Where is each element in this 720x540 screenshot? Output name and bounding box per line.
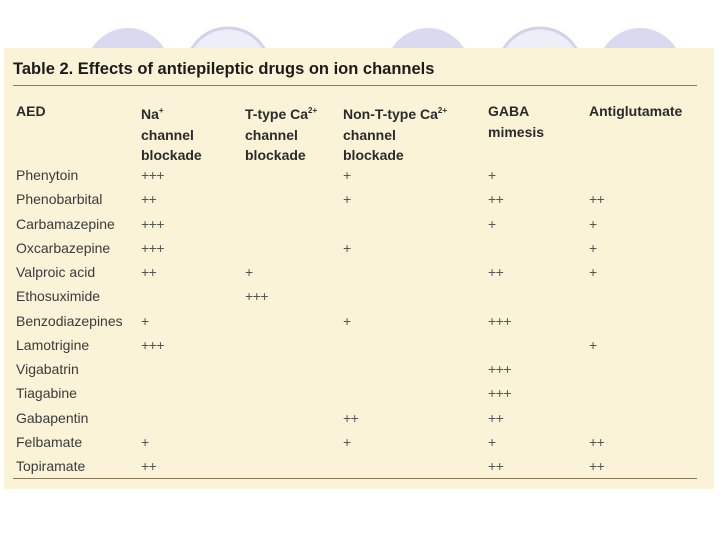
- table-row: [0, 383, 720, 407]
- column-header-line: Antiglutamate: [589, 103, 683, 119]
- effect-cell: ++: [589, 458, 605, 474]
- column-header-line: blockade: [343, 147, 404, 163]
- charge-superscript: +: [158, 106, 164, 115]
- effect-cell: +: [343, 191, 351, 208]
- column-header-line: blockade: [141, 147, 202, 163]
- drug-name: Phenobarbital: [16, 191, 103, 208]
- bottom-rule: [13, 478, 697, 479]
- column-header: [245, 101, 317, 166]
- column-header-line: GABA: [488, 103, 530, 119]
- effect-cell: +: [488, 433, 496, 450]
- effect-cell: +++: [141, 239, 165, 256]
- table-row: [0, 165, 720, 189]
- column-header: [16, 101, 46, 122]
- table-row: [0, 286, 720, 310]
- effect-cell: ++: [488, 191, 504, 208]
- effect-cell: +: [245, 264, 253, 280]
- column-header-line: AED: [16, 103, 46, 119]
- drug-name: Benzodiazepines: [16, 312, 123, 329]
- effect-cell: +++: [141, 336, 165, 353]
- column-header: [141, 101, 202, 166]
- effect-cell: ++: [488, 409, 504, 426]
- column-header-line: channel: [141, 126, 194, 143]
- effect-cell: +++: [488, 361, 512, 377]
- column-header-line: blockade: [245, 147, 306, 163]
- column-header: [589, 101, 682, 122]
- effect-cell: ++: [488, 458, 504, 474]
- effect-cell: +: [589, 264, 597, 280]
- effect-cell: +: [589, 336, 597, 353]
- effect-cell: ++: [141, 264, 157, 280]
- effect-cell: +: [488, 167, 496, 183]
- effect-cell: +++: [488, 385, 512, 402]
- drug-name: Lamotrigine: [16, 336, 90, 353]
- drug-name: Valproic acid: [16, 264, 96, 280]
- drug-name: Vigabatrin: [16, 361, 79, 377]
- table-row: [0, 262, 720, 286]
- top-rule: [13, 85, 697, 86]
- effect-cell: +: [343, 239, 351, 256]
- drug-name: Felbamate: [16, 433, 83, 450]
- table-row: [0, 408, 720, 432]
- effect-cell: +: [589, 239, 597, 256]
- table-row: [0, 214, 720, 238]
- effect-cell: ++: [141, 458, 157, 474]
- effect-cell: +: [343, 167, 351, 183]
- table-title: Table 2. Effects of antiepileptic drugs on ion channels: [13, 60, 435, 78]
- table-row: [0, 456, 720, 480]
- charge-superscript: 2+: [308, 106, 318, 115]
- column-header-line: Non-T-type $Ca^{2+}$: [343, 106, 448, 122]
- effect-cell: +: [343, 433, 351, 450]
- column-header: [488, 101, 544, 142]
- table-row: [0, 238, 720, 262]
- column-header-line: T-type $Ca^{2+}$: [245, 106, 318, 122]
- column-header-line: channel: [343, 126, 396, 143]
- table-row: [0, 335, 720, 359]
- effect-cell: ++: [141, 191, 157, 208]
- effect-cell: +++: [488, 312, 512, 329]
- table-row: [0, 432, 720, 456]
- effect-cell: ++: [343, 409, 359, 426]
- charge-superscript: 2+: [437, 106, 448, 115]
- effect-cell: +: [141, 433, 149, 450]
- table-row: [0, 311, 720, 335]
- effect-cell: ++: [589, 433, 605, 450]
- effect-cell: +++: [141, 167, 165, 183]
- drug-name: Carbamazepine: [16, 215, 115, 232]
- column-header-line: Na+: [141, 106, 164, 122]
- table-row: [0, 189, 720, 213]
- effect-cell: +: [141, 312, 149, 329]
- effect-cell: +++: [245, 288, 269, 305]
- drug-name: Gabapentin: [16, 409, 89, 426]
- effect-cell: +: [343, 312, 351, 329]
- table-row: [0, 359, 720, 383]
- effect-cell: ++: [589, 191, 605, 208]
- effect-cell: +: [589, 215, 597, 232]
- drug-name: Tiagabine: [16, 385, 77, 402]
- drug-name: Oxcarbazepine: [16, 239, 111, 256]
- effect-cell: +: [488, 215, 496, 232]
- drug-name: Topiramate: [16, 458, 86, 474]
- drug-name: Ethosuximide: [16, 288, 101, 305]
- drug-name: Phenytoin: [16, 167, 79, 183]
- effect-cell: ++: [488, 264, 504, 280]
- effect-cell: +++: [141, 215, 165, 232]
- column-header-line: channel: [245, 126, 298, 143]
- column-header: [343, 101, 447, 166]
- column-header-line: mimesis: [488, 123, 545, 140]
